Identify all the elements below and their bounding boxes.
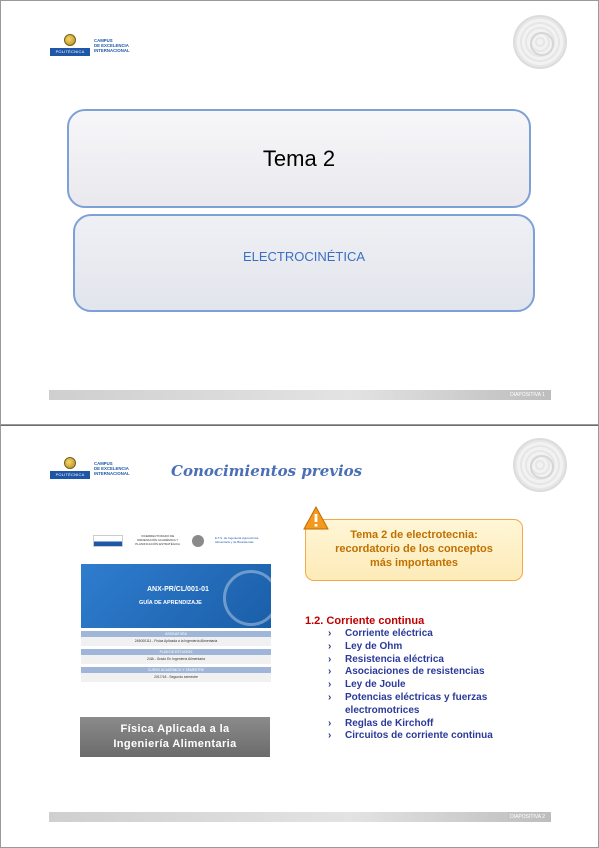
guide-row: CURSO ACADÉMICO Y SEMESTRE 2017/18 - Segundo semestre xyxy=(81,667,271,682)
learning-guide-cover xyxy=(81,518,271,698)
slide-subtitle-box xyxy=(73,214,535,312)
footer-bar xyxy=(49,812,551,822)
university-seal-icon xyxy=(513,438,567,492)
list-item: › Circuitos de corriente continua xyxy=(328,730,524,743)
guide-header: VICERRECTORADO DE ORDENACIÓN ACADÉMICA Y PLANIFICACIÓN ESTRATÉGICA E.T.S. de Ingeniería Agronómica, Alimentaria y de Biosistemas xyxy=(81,518,271,564)
campus-excellence-label: CAMPUS DE EXCELENCIA INTERNACIONAL xyxy=(94,460,130,476)
slide-subtitle: ELECTROCINÉTICA xyxy=(242,248,366,264)
list-item: › Asociaciones de resistencias xyxy=(328,666,524,679)
list-item: › Resistencia eléctrica xyxy=(328,654,524,667)
subject-name-box: Física Aplicada a la Ingeniería Alimentaria xyxy=(80,717,270,757)
campus-excellence-label: CAMPUS DE EXCELENCIA INTERNACIONAL xyxy=(94,37,130,53)
upm-crest-icon: POLITÉCNICA xyxy=(50,34,90,56)
slide-title: Tema 2 xyxy=(262,145,336,171)
school-seal-icon xyxy=(192,535,204,547)
warning-icon xyxy=(303,506,329,530)
slide-number: DIAPOSITIVA 1 xyxy=(510,392,545,398)
list-item: › Corriente eléctrica xyxy=(328,628,524,641)
upm-crest-icon: POLITÉCNICA xyxy=(50,457,90,479)
guide-banner xyxy=(81,564,271,628)
list-item: › Reglas de Kirchoff xyxy=(328,718,524,731)
slide-title: Conocimientos previos xyxy=(171,462,363,480)
list-item: › Ley de Joule xyxy=(328,679,524,692)
upm-mini-logo-icon xyxy=(93,535,123,547)
slide-number: DIAPOSITIVA 2 xyxy=(510,814,545,820)
emblem-watermark-icon xyxy=(223,570,271,626)
upm-logo xyxy=(50,34,130,56)
guide-row: PLAN DE ESTUDIOS 24IA - Grado En Ingeniería Alimentaria xyxy=(81,649,271,664)
topic-list xyxy=(328,628,524,743)
university-seal-icon xyxy=(513,15,567,69)
list-item: › Potencias eléctricas y fuerzas electromotrices xyxy=(328,692,524,718)
upm-logo xyxy=(50,457,130,479)
list-item: › Ley de Ohm xyxy=(328,641,524,654)
guide-title: GUÍA DE APRENDIZAJE xyxy=(139,600,202,606)
guide-code: ANX-PR/CL/001-01 xyxy=(147,586,209,593)
topic-callout: Tema 2 de electrotecnia: recordatorio de los conceptos más importantes xyxy=(305,519,523,581)
guide-row: ASIGNATURA 245000111 - Física Aplicada a la Ingeniería Alimentaria xyxy=(81,631,271,646)
footer-bar xyxy=(49,390,551,400)
slide-2 xyxy=(0,425,599,848)
section-title: 1.2. Corriente continua xyxy=(305,615,425,627)
slide-title-box xyxy=(67,109,531,208)
